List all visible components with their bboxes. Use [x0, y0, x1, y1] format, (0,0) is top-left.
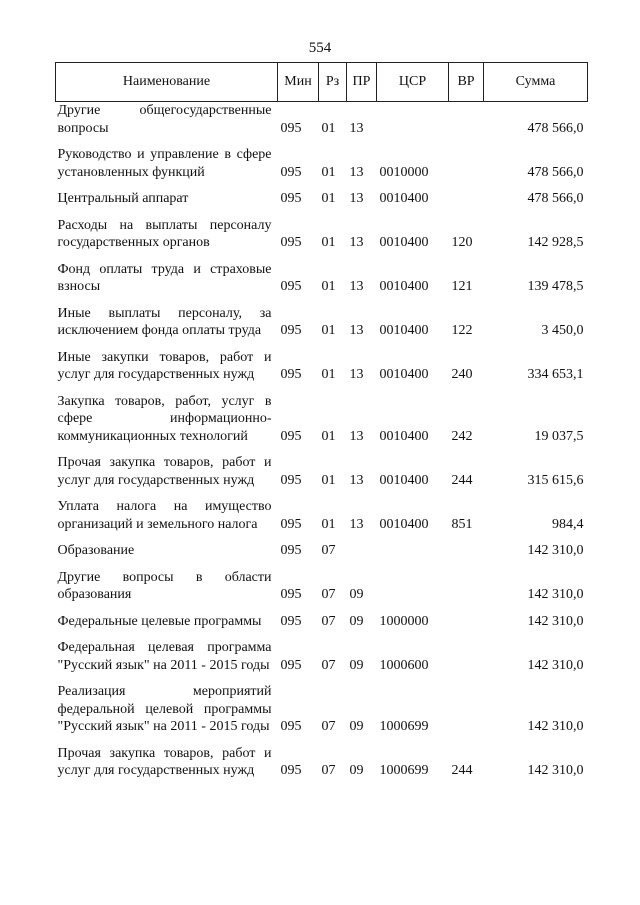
cell-vr: 120: [451, 235, 473, 250]
cell-min: 095: [280, 235, 302, 250]
table-row: [56, 140, 588, 184]
cell-name: Прочая закупка товаров, работ и услуг для государственных нужд: [57, 745, 272, 778]
cell-min: 095: [280, 763, 302, 778]
cell-sum: 3 450,0: [541, 323, 584, 338]
cell-sum: 142 310,0: [527, 543, 584, 558]
cell-min: 095: [280, 323, 302, 338]
cell-vr: [449, 563, 484, 607]
table-row: [56, 633, 588, 677]
cell-sum: 334 653,1: [527, 367, 584, 382]
cell-sum: 142 310,0: [527, 613, 584, 629]
header-vr: ВР: [449, 63, 484, 102]
cell-vr: 242: [451, 428, 473, 444]
cell-pr: 13: [349, 120, 364, 136]
table-row: [56, 448, 588, 492]
cell-pr: 13: [349, 191, 364, 206]
cell-sum: 142 310,0: [527, 763, 584, 778]
cell-csr: 0010000: [379, 164, 429, 180]
cell-name: Образование: [57, 543, 135, 558]
cell-rz: 01: [321, 235, 336, 250]
table-row: [56, 563, 588, 607]
cell-rz: 01: [321, 516, 336, 532]
cell-vr: [449, 536, 484, 563]
cell-min: 095: [280, 587, 302, 602]
cell-name: Иные закупки товаров, работ и услуг для государственных нужд: [57, 349, 272, 382]
table-row: [56, 102, 588, 141]
budget-table: [55, 62, 588, 783]
cell-pr: 13: [349, 323, 364, 338]
cell-pr: 13: [349, 164, 364, 180]
cell-rz: 01: [321, 428, 336, 444]
cell-min: 095: [280, 120, 302, 136]
cell-pr: 09: [349, 763, 364, 778]
cell-name: Фонд оплаты труда и страховые взносы: [57, 261, 272, 294]
cell-vr: [449, 607, 484, 634]
cell-name: Иные выплаты персоналу, за исключением фонда оплаты труда: [57, 305, 272, 338]
cell-vr: 240: [451, 367, 473, 382]
cell-min: 095: [280, 613, 302, 629]
cell-sum: 315 615,6: [527, 472, 584, 488]
cell-csr: 0010400: [379, 323, 429, 338]
cell-name: Федеральная целевая программа "Русский язык" на 2011 - 2015 годы: [57, 640, 272, 673]
cell-csr: 0010400: [379, 279, 429, 294]
header-sum: Сумма: [484, 63, 588, 102]
cell-csr: [377, 563, 449, 607]
header-min: Мин: [278, 63, 319, 102]
table-row: [56, 739, 588, 783]
cell-rz: 01: [321, 279, 336, 294]
table-row: [56, 536, 588, 563]
cell-rz: 07: [321, 763, 336, 778]
cell-vr: [449, 633, 484, 677]
cell-min: 095: [280, 719, 302, 734]
cell-sum: 19 037,5: [534, 428, 584, 444]
cell-csr: 0010400: [379, 428, 429, 444]
cell-vr: [449, 140, 484, 184]
page-number: 554: [308, 40, 332, 56]
table-row: [56, 255, 588, 299]
cell-pr: 09: [349, 613, 364, 629]
table-row: [56, 492, 588, 536]
cell-rz: 07: [321, 657, 336, 673]
cell-vr: 121: [451, 279, 473, 294]
cell-sum: 984,4: [552, 516, 584, 532]
cell-csr: 1000000: [379, 613, 429, 629]
cell-rz: 07: [321, 587, 336, 602]
cell-vr: 244: [451, 763, 473, 778]
cell-rz: 07: [321, 543, 336, 558]
table-row: [56, 299, 588, 343]
cell-sum: 478 566,0: [527, 164, 584, 180]
cell-name: Руководство и управление в сфере установленных функций: [57, 147, 272, 180]
cell-csr: 1000600: [379, 657, 429, 673]
cell-vr: 122: [451, 323, 473, 338]
cell-name: Прочая закупка товаров, работ и услуг для государственных нужд: [57, 455, 272, 488]
cell-pr: 13: [349, 279, 364, 294]
cell-sum: 142 928,5: [527, 235, 584, 250]
cell-csr: 1000699: [379, 719, 429, 734]
header-pr: ПР: [347, 63, 377, 102]
cell-csr: 0010400: [379, 472, 429, 488]
cell-min: 095: [280, 279, 302, 294]
cell-name: Центральный аппарат: [57, 191, 189, 206]
cell-csr: [377, 102, 449, 141]
cell-pr: 09: [349, 657, 364, 673]
cell-rz: 01: [321, 120, 336, 136]
cell-rz: 01: [321, 472, 336, 488]
cell-name: Федеральные целевые программы: [57, 613, 262, 629]
cell-pr: [347, 536, 377, 563]
cell-pr: 13: [349, 428, 364, 444]
cell-csr: 0010400: [379, 191, 429, 206]
cell-rz: 01: [321, 191, 336, 206]
header-name: Наименование: [56, 63, 278, 102]
table-row: [56, 677, 588, 739]
cell-name: Уплата налога на имущество организаций и земельного налога: [57, 499, 272, 532]
cell-min: 095: [280, 543, 302, 558]
cell-name: Другие вопросы в области образования: [57, 569, 272, 602]
cell-csr: 0010400: [379, 367, 429, 382]
cell-pr: 09: [349, 719, 364, 734]
cell-pr: 13: [349, 367, 364, 382]
cell-rz: 07: [321, 719, 336, 734]
cell-rz: 01: [321, 164, 336, 180]
cell-vr: [449, 184, 484, 211]
cell-sum: 478 566,0: [527, 191, 584, 206]
cell-rz: 01: [321, 367, 336, 382]
cell-pr: 13: [349, 235, 364, 250]
cell-sum: 139 478,5: [527, 279, 584, 294]
header-csr: ЦСР: [377, 63, 449, 102]
cell-pr: 09: [349, 587, 364, 602]
table-row: [56, 211, 588, 255]
cell-vr: [449, 677, 484, 739]
cell-min: 095: [280, 428, 302, 444]
cell-sum: 478 566,0: [527, 120, 584, 136]
cell-rz: 07: [321, 613, 336, 629]
cell-name: Другие общегосударственные вопросы: [57, 103, 272, 136]
cell-csr: 0010400: [379, 516, 429, 532]
cell-vr: 244: [451, 472, 473, 488]
cell-min: 095: [280, 164, 302, 180]
cell-csr: 1000699: [379, 763, 429, 778]
table-header-row: [56, 63, 588, 102]
cell-name: Расходы на выплаты персоналу государственных органов: [57, 217, 272, 250]
table-row: [56, 387, 588, 449]
cell-csr: [377, 536, 449, 563]
cell-min: 095: [280, 472, 302, 488]
cell-sum: 142 310,0: [527, 719, 584, 734]
header-rz: Рз: [319, 63, 347, 102]
cell-min: 095: [280, 367, 302, 382]
table-row: [56, 184, 588, 211]
table-row: [56, 607, 588, 634]
cell-name: Закупка товаров, работ, услуг в сфере информационно-коммуникационных технологий: [57, 393, 272, 444]
cell-min: 095: [280, 191, 302, 206]
cell-min: 095: [280, 516, 302, 532]
cell-sum: 142 310,0: [527, 657, 584, 673]
cell-pr: 13: [349, 472, 364, 488]
cell-min: 095: [280, 657, 302, 673]
cell-vr: [449, 102, 484, 141]
table-row: [56, 343, 588, 387]
cell-csr: 0010400: [379, 235, 429, 250]
cell-rz: 01: [321, 323, 336, 338]
cell-sum: 142 310,0: [527, 587, 584, 602]
cell-name: Реализация мероприятий федеральной целевой программы "Русский язык" на 2011 - 2015 годы: [57, 684, 272, 734]
cell-pr: 13: [349, 516, 364, 532]
cell-vr: 851: [451, 516, 473, 532]
